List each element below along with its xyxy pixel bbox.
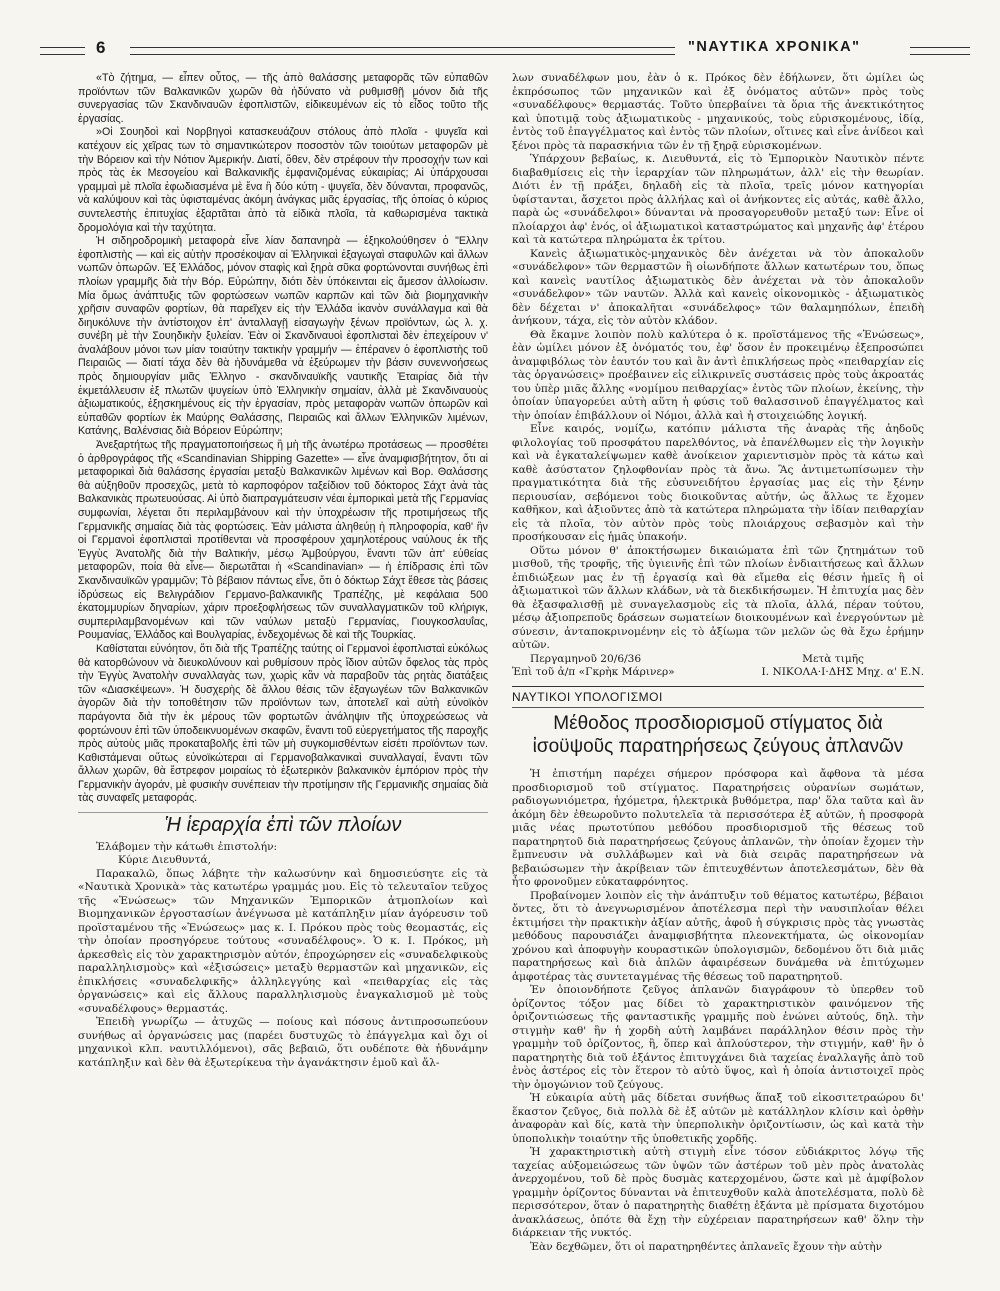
masthead-rule-right bbox=[910, 47, 970, 55]
masthead-rule-middle bbox=[130, 47, 675, 55]
letter-salutation: Κύριε Διευθυντά, bbox=[118, 854, 211, 867]
page-number: 6 bbox=[96, 38, 106, 57]
article-paragraph: Ἡ εὐκαιρία αὐτὴ μᾶς δίδεται συνήθως ἅπαξ τοῦ εἰκοσιτετραώρου δι' ἕκαστον ζεῦγος, διὰ πολλὰ δὲ ἐξ αὐτῶν μὲ κατάλληλον κλίσιν καὶ ὀρθὴν ἀναφορὰν καὶ δίς, κατὰ τὴν ὑπερπολικὴν ὁριζοντίωσιν, ὡς καὶ κατὰ τὴν ὑποπολικὴν τοιαύτην τῆς ὑποθετικῆς χορδῆς. bbox=[512, 1092, 924, 1145]
letter-thanks: Μετὰ τιμῆς bbox=[802, 652, 864, 665]
letter-paragraph: Κανεὶς ἀξιωματικὸς-μηχανικὸς δὲν ἀνέχεται νὰ τὸν ἀποκαλοῦν «συνάδελφον» τῶν θερμαστῶν ἢ οἱωνδήποτε ἄλλων κατωτέρων του, ὅπως καὶ κανεὶς ναυτίλος ἀξιωματικὸς δὲν ἀνέχεται νὰ τὸν ἀποκαλοῦν «συνάδελφον» τῶν ναυτῶν. Ἀλλὰ καὶ κανεὶς οἰκονομικὸς - ἀξιωματικὸς δὲν δέχεται ν' ἀποκαλῆται «συνάδελφος» τῶν θαλαμηπόλων, ἐπειδὴ ἀνήκουν, τάχα, εἰς τὸν αὐτὸν κλάδον. bbox=[512, 247, 924, 327]
section-label: ΝΑΥΤΙΚΟΙ ΥΠΟΛΟΓΙΣΜΟΙ bbox=[512, 689, 663, 704]
hierarchy-headline: Ἡ ἱεραρχία ἐπὶ τῶν πλοίων bbox=[78, 812, 488, 833]
publication-title: "ΝΑΥΤΙΚΑ ΧΡΟΝΙΚΑ" bbox=[688, 39, 861, 55]
article-paragraph: Ἀνεξαρτήτως τῆς πραγματοποιήσεως ἢ μὴ τῆς ἀνωτέρω προτάσεως — προσθέτει ὁ ἀρθρογράφος τῆς «Scandinavian Shipping Gazette» — εἶνε ἀναμφισβήτητον, ὅτι αἱ μεταφορικαὶ διὰ θαλάσσης ἐργασίαι μεταξὺ Βαλκανικῶν λιμένων καὶ Βορ. Θαλάσσης θὰ αὐξηθοῦν προσεχῶς, μετὰ τὸ καρποφόρον ταξείδιον τοῦ δόκτορος Σάχτ ἀνὰ τὰς Βαλκανικὰς πρωτευούσας. Αἱ ὑπὸ διαπραγμάτευσιν νέαι ἐμπορικαὶ μετὰ τῆς Γερμανίας συμφωνίαι, λέγεται ὅτι περιλαμβάνουν καὶ τὴν ὑποχρέωσιν τῆς προτιμήσεως τῆς Γερμανικῆς σημαίας διὰ τὰς φορτώσεις. Ἐὰν μάλιστα ἀληθεύῃ ἡ πληροφορία, καθ' ἣν οἱ Γερμανοὶ ἐφοπλισταὶ προτίθενται νὰ προσφέρουν χαμηλοτέρους ναύλους ἐκ τῆς Ἐγγὺς Ἀνατολῆς διὰ τὴν Βαλτικήν, μέσῳ Ἀμβούργου, ἔναντι τῶν ἀπ' εὐθείας μεταφορῶν, ποία θὰ εἶνε— διερωτᾶται ἡ «Scandinavian» — ἡ ἐπίδρασις ἐπὶ τῶν Σκανδιναυϊκῶν γραμμῶν; Τὸ βέβαιον πάντως εἶνε, ὅτι ὁ δόκτωρ Σάχτ ἔθεσε τὰς βάσεις ἱδρύσεως εἰς Βελιγράδιον Γερμανο-βαλκανικῆς Τραπέζης, μὲ κεφάλαια 500 ἑκατομμυρίων δηναρίων, χάριν προεξοφλήσεως τῶν συναλλαγματικῶν τοῦ κλήριγκ, συμπεριλαμβανομένων καὶ τῶν ναύλων μεταξὺ Γερμανίας, Γιουγκοσλαυΐας, Ρουμανίας, Ἑλλάδος καὶ Βουλγαρίας, ἐνδεχομένως δὲ καὶ τῆς Τουρκίας. bbox=[78, 439, 488, 642]
article-paragraph: Ἡ ἐπιστήμη παρέχει σήμερον πρόσφορα καὶ ἄφθονα τὰ μέσα προσδιορισμοῦ τοῦ στίγματος. Παρατηρήσεις οὐρανίων σωμάτων, ραδιογωνιόμετρα, ἠχόμετρα, ἠλεκτρικὰ βυθόμετρα, παρ' ὅλα ταῦτα καὶ ἂν ἀκόμη δὲν ἐθεωροῦντο πολυτελεῖα τὰ περισσότερα ἐξ αὐτῶν, ἡ προσφορὰ μιᾶς νέας πρωτοτύπου μεθόδου προσδιορισμοῦ τῆς θέσεως τοῦ παρατηρητοῦ διὰ παρατηρήσεως ζεύγους ἀπλανῶν, τὴν ὁποίαν ἔχομεν τὴν ἔμπνευσιν νὰ συλλάβωμεν καὶ νὰ διὰ σειρᾶς παρατηρήσεων νὰ βεβαιώσωμεν τὴν ἀκρίβειαν τῶν ἐπιτευχθέντων ἀποτελεσμάτων, δὲν θὰ ἦτο φρονοῦμεν εὐκαταφρόνητος. bbox=[512, 768, 924, 888]
letter-paragraph: Ὑπάρχουν βεβαίως, κ. Διευθυντά, εἰς τὸ Ἐμπορικὸν Ναυτικὸν πέντε διαβαθμίσεις εἰς τὴν ἱεραρχίαν τῶν πληρωμάτων, ἀλλ' εἰς τὴν θεωρίαν. Διότι ἐν τῇ πράξει, δηλαδὴ εἰς τὰ πλοῖα, τρεῖς μόνον κατηγορίαι ὑφίστανται, ἄσχετοι πρὸς ἀλλήλας καὶ οἱ ἀνήκοντες εἰς αὐτάς, καθὲ ἄλλο, παρὰ ὡς «συνάδελφοι» δύνανται νὰ προσαγορευθοῦν μεταξύ των: Εἶνε οἱ πλοίαρχοι ἀφ' ἑνός, οἱ ἀξιωματικοὶ καταστρώματος καὶ μηχανῆς ἀφ' ἑτέρου καὶ τὰ κατώτερα πληρώματα ἐκ τρίτου. bbox=[512, 153, 924, 246]
letter-intro: Ἐλάβομεν τὴν κάτωθι ἐπιστολήν: bbox=[96, 840, 278, 853]
letter-paragraph: Εἶνε καιρός, νομίζω, κατόπιν μάλιστα τῆς ἀναρὰς τῆς ἀηδοῦς φιλολογίας τοῦ προσφάτου παρελθόντος, νὰ ἐπανέλθωμεν εἰς τὴν λογικὴν καὶ νὰ ἐγκαταλείψωμεν καθὲ ἀνοίκειον χαριεντισμὸν πρὸς τὰ κάτω καὶ καθὲ ἀσύστατον ζηλοφθονίαν πρὸς τὰ ἄνω. Ἂς ἀντιμετωπίσωμεν τὴν πραγματικότητα διὰ τῆς εὐσυνειδήτου ἐργασίας μας εἰς τὴν ξένην περιουσίαν, σεβόμενοι τοὺς διοικοῦντας αὐτήν, ὡς ἄλλως τε ἔχομεν καθῆκον, καὶ ἀξιοῦντες ἀπὸ τὰ κατώτερα πληρώματα τὴν ἰδίαν πειθαρχίαν εἰς τὰ πλοῖα, τὸν αὐτὸν πρὸς τοὺς πλοιάρχους σεβασμὸν καὶ τὴν προσήκουσαν εἰς ἡμᾶς ὑπακοήν. bbox=[512, 423, 924, 543]
section-divider bbox=[512, 686, 924, 687]
article-paragraph: Προβαίνομεν λοιπὸν εἰς τὴν ἀνάπτυξιν τοῦ θέματος κατωτέρω, βέβαιοι ὄντες, ὅτι τὸ ἀνεγνωρισμένον ἀποτέλεσμα περὶ τὴν ναυσιπλοΐαν θέλει ἐκτιμήσει τὴν πρακτικὴν ἀξίαν αὐτῆς, ἀφοῦ ἡ σύγκρισις πρὸς τὰς γνωστὰς μεθόδους παρουσιάζει ἀναμφισβήτητα πλεονεκτήματα, ὡς οἰκονομίαν χρόνου καὶ ἀποφυγὴν κουραστικῶν ὑπολογισμῶν, δεδομένου ὅτι διὰ μιᾶς παρατηρήσεως καὶ διὰ ἀπλῶν ἀφαιρέσεων δυνάμεθα νὰ ἐπιτύχωμεν ἀμφοτέρας τὰς συντεταγμένας τῆς θέσεως τοῦ παρατηρητοῦ. bbox=[512, 889, 924, 983]
section-title: Μέθοδος προσδιορισμοῦ στίγματος διὰ ἰσοϋψοῦς παρατηρήσεως ζεύγους ἀπλανῶν bbox=[512, 707, 924, 758]
article-paragraph: Ἐὰν δεχθῶμεν, ὅτι οἱ παρατηρηθέντες ἀπλανεῖς ἔχουν τὴν αὐτὴν bbox=[530, 1240, 883, 1253]
letter-signature: Ι. ΝΙΚΟΛΑ·Ι·ΔΗΣ Μηχ. α' Ε.Ν. bbox=[761, 666, 924, 678]
masthead bbox=[40, 40, 970, 64]
article-paragraph: »Οἱ Σουηδοὶ καὶ Νορβηγοὶ κατασκευάζουν στόλους ἀπὸ πλοῖα - ψυγεῖα καὶ κατέχουν εἰς χεῖρας των τὸ σημαντικώτερον ποσοστὸν τῶν τοιούτων μεταφορῶν μὲ τὴν Βόρειον καὶ τὴν Νότιον Ἀμερικήν. Διατί, ὅθεν, δὲν στρέφουν τὴν προσοχήν των καὶ πρὸς τὰς ἐκ Μεσογείου καὶ Βαλκανικῆς ἐμφανιζομένας εὐκαιρίας; Αἱ ὑπάρχουσαι γραμμαὶ μὲ πλοῖα ἐφωδιασμένα μὲ ἕνα ἢ δύο κύτη - ψυγεῖα, δὲν δύνανται, προφανῶς, νὰ καλύψουν καὶ τὰς ὑφισταμένας ἀκόμη ἀνάγκας μιᾶς ἐργασίας, τῆς ὁποίας ὁ κύριος συντελεστὴς ἐπιτυχίας ἐξαρτᾶται ἀπὸ τὰ εἰδικὰ πλοῖα, τὰ καθωρισμένα τακτικὰ δρομολόγια καὶ τὴν ταχύτητα. bbox=[78, 126, 488, 234]
masthead-rule-left bbox=[40, 47, 85, 55]
letter-place-date: Περγαμηνοῦ 20/6/36 bbox=[530, 652, 642, 665]
article-paragraph: Ἡ χαρακτηριστικὴ αὐτὴ στιγμὴ εἶνε τόσον εὐδιάκριτος λόγῳ τῆς ταχείας αὐξομειώσεως τῶν ὑψῶν τῶν ἀστέρων τοῦ μὲν πρὸς ἀνατολὰς ἀνερχομένου, τοῦ δὲ πρὸς δυσμὰς κατερχομένου, ὥστε καὶ μὲ ἀμφίβολον γραμμὴν ὁρίζοντος δύνανται νὰ ἐπιτευχθοῦν καλὰ ἀποτελέσματα, πολὺ δὲ περισσότερον, ὅταν ὁ παρατηρητὴς διαθέτῃ ἑξάντα μὲ πρίσματα διχοτόμου ἀνακλάσεως, ὁπότε θὰ ἔχῃ τὴν εὐχέρειαν παρατηρήσεων καθ' ὅλην τὴν διάρκειαν τῆς νυκτός. bbox=[512, 1146, 924, 1239]
letter-paragraph: Θὰ ἔκαμνε λοιπὸν πολὺ καλύτερα ὁ κ. προϊστάμενος τῆς «Ἑνώσεως», ἐὰν ὡμίλει μόνον ἐξ ὀνόματός του, ἐφ' ὅσον ἐν προκειμένῳ ἐξεπροσώπει ἀναμφιβόλως τὸν ἑαυτόν του καὶ ἂν ἀντὶ ἐπικλήσεως πρὸς «πειθαρχίαν εἰς τὰς ὀργανώσεις» προέβαινεν εἰς εἰλικρινεῖς συστάσεις πρὸς τοὺς ἀκροατάς του ὑπὲρ μιᾶς ἄλλης «νομίμου πειθαρχίας» ἐντὸς τῶν πλοίων, ἐκείνης, τὴν ὁποίαν ὑπαγορεύει αὐτὴ αὕτη ἡ φύσις τοῦ θαλασσινοῦ ἐπαγγέλματος καὶ τὴν ὁποίαν ἐπιβάλλουν οἱ Νόμοι, ἀλλὰ καὶ ἡ στοιχειώδης λογική. bbox=[512, 328, 924, 422]
left-column bbox=[78, 72, 488, 1070]
letter-closing-bottom bbox=[512, 666, 924, 680]
letter-paragraph: Οὕτω μόνον θ' ἀποκτήσωμεν δικαιώματα ἐπὶ τῶν ζητημάτων τοῦ μισθοῦ, τῆς τροφῆς, τῆς ὑγιεινῆς ἐπὶ τῶν πλοίων ἐνδιαιτήσεως καὶ ἄλλων ἐπιδιώξεων μας ἐν τῇ ἐργασίᾳ καὶ θὰ εἴμεθα εἰς θέσιν ἡμεῖς ἢ οἱ ἀξιωματικοὶ τῶν ἄλλων κλάδων, νὰ τὰ διεκδικήσωμεν. Ἡ ἐπιτυχία μας δὲν θὰ ἐξασφαλισθῇ μὲ συναγελασμοὺς εἰς τὰ πλοῖα, ἀλλά, πέραν τούτου, μέσῳ ἀξιοπρεποῦς δράσεων σωματείων διοικουμένων καὶ ἐνεργούντων μὲ σύνεσιν, ἀνταποκρινομένην εἰς τὸ ἀξίωμα τῶν μελῶν ὡς θὰ ἔχω ἐρήμην αὐτῶν. bbox=[512, 544, 924, 651]
article-paragraph: «Τὸ ζήτημα, — εἶπεν οὗτος, — τῆς ἀπὸ θαλάσσης μεταφορᾶς τῶν εὐπαθῶν προϊόντων τῶν Βαλκανικῶν χωρῶν θὰ ἠδύνατο νὰ ρυθμισθῇ μόνον διὰ τῆς συνεργασίας τῶν Σκανδιναυῶν ἐφοπλιστῶν, εἰδικευμένων εἰς τὸ εἶδος τοῦτο τῆς ἐργασίας. bbox=[78, 72, 488, 125]
letter-ship-line: Ἐπὶ τοῦ ἀ/π «Γκρὴκ Μάρινερ» bbox=[512, 666, 675, 678]
letter-paragraph: Παρακαλῶ, ὅπως λάβητε τὴν καλωσύνην καὶ δημοσιεύσητε εἰς τὰ «Ναυτικὰ Χρονικὰ» τὰς κατωτέρω γραμμάς μου. Εἰς τὸ τελευταῖον τεῦχος τῆς «Ἑνώσεως» τῶν Μηχανικῶν Ἐμπορικῶν ἀτμοπλοίων καὶ Βιομηχανικῶν ἐργοστασίων ἀνέγνωσα μὲ κατάπληξιν μίαν ἀγόρευσιν τοῦ προϊσταμένου τῆς «Ἑνώσεως» μας κ. Ι. Πρόκου πρὸς τοὺς θεομαστάς, εἰς τὴν ὁποίαν προσηγόρευε τούτους «συναδέλφους». Ὁ κ. Ι. Πρόκος, μὴ ἀρκεσθεὶς εἰς τὸν χαρακτηρισμὸν αὐτόν, ἐπροχώρησεν εἰς «συναδελφικοὺς παραλληλισμοὺς» καὶ «ἐξισώσεις» μεταξὺ θερμαστῶν καὶ μηχανικῶν, εἰς ἐπικλήσεις «συναδελφικῆς» ἀλληλεγγύης καὶ «πειθαρχίας εἰς τὰς ὀργανώσεις» καὶ εἰς ἄλλους παραλληλισμοὺς ἐναγκαλισμοῦ μὲ τοὺς «συναδέλφους» θερμαστάς. bbox=[78, 867, 488, 1015]
letter-closing-top bbox=[512, 653, 924, 667]
right-column bbox=[512, 72, 924, 1254]
article-paragraph: Ἐν ὁποιονδήποτε ζεῦγος ἀπλανῶν διαγράφουν τὸ ὑπερθεν τοῦ ὁρίζοντος τόξον μας δίδει τὸ χαρακτηριστικὸν φαινόμενον τῆς ὁριζοντιώσεως τῆς φανταστικῆς γραμμῆς ποὺ ἑνώνει αὐτούς, δηλ. τὴν στιγμὴν καθ' ἣν ἡ χορδὴ αὐτὴ λαμβάνει παράλληλον θέσιν πρὸς τὴν γραμμὴν τοῦ ὁρίζοντος, ἢ, ὅπερ καὶ ἁπλούστερον, τὴν στιγμήν, καθ' ἣν ὁ παρατηρητὴς διὰ τοῦ ἑξάντος ἐπιτυγχάνει διὰ ταχείας ἐναλλαγῆς ἀπὸ τοῦ ἑνὸς ἀστέρος εἰς τὸν ἕτερον τὸ αὐτὸ ὕψος, καὶ ἡ ὁποία ἀντιστοιχεῖ πρὸς τὴν ὁμογώνιον τοῦ ζεύγους. bbox=[512, 984, 924, 1091]
article-paragraph: Ἡ σιδηροδρομικὴ μεταφορὰ εἶνε λίαν δαπανηρὰ — ἐξηκολούθησεν ὁ "Ελλην ἐφοπλιστὴς — καὶ εἰς αὐτὴν προσέκοψαν αἱ Ἑλληνικαὶ ἐξαγωγαὶ σταφυλῶν καὶ ἄλλων νωπῶν ὀπωρῶν. Ἐξ Ἑλλάδος, μόνον σταφὶς καὶ ξηρὰ σῦκα φορτώνονται συνήθως ἐπὶ πλοίων γραμμῆς διὰ τὴν Βόρ. Εὐρώπην, διότι δὲν ὑπόκεινται εἰς ἄμεσον ἀλλοίωσιν. Μία ὅμως ἀνάπτυξις τῶν φορτώσεων νωπῶν καρπῶν καὶ τῶν διὰ βιομηχανικὴν χρῆσιν συναφῶν φορτίων, θὰ παρεῖχεν εἰς τὴν Ἑλλάδα ἱκανὸν συνάλλαγμα καὶ θὰ διηυκόλυνε τὴν ἀντίστοιχον ἐπ' ἀνταλλαγῇ εἰσαγωγὴν ξένων προϊόντων, ὡς λ. χ. συνέβη μὲ τὴν Σουηδικὴν ξυλείαν. Ἐὰν οἱ Σκανδιναυοὶ ἐφοπλισταὶ δὲν ἐπεχείρουν ν' ἀναλάβουν μόνοι των μίαν τοιαύτην τακτικὴν γραμμήν — ἐπέρανεν ὁ ἐφοπλιστὴς τοῦ Πειραιῶς — διατί τάχα δὲν θὰ ἠδυνάμεθα νὰ ἐξεύρωμεν τὴν βάσιν συνεννοήσεως πρὸς δημιουργίαν μιᾶς Ἑλληνο - σκανδιναυϊκῆς ναυτικῆς Ἑταιρίας διὰ τὴν ἐκμετάλλευσιν ἑξ πλωτῶν ψυγείων ὑπὸ Ἑλληνικὴν σημαίαν, ἀλλὰ μὲ Σκανδιναυοὺς ἀξιωματικούς, ἐξησκημένους εἰς τὴν ἐργασίαν, πρὸς μεταφορὰν νωπῶν ὀπωρῶν καὶ εὐπαθῶν φορτίων ἐκ Μαύρης Θαλάσσης, Πειραιῶς καὶ ἄλλων Ἑλληνικῶν λιμένων, Κατάνης, Βαλένσιας διὰ Βόρειον Εὐρώπην; bbox=[78, 235, 488, 438]
letter-paragraph: Ἐπειδὴ γνωρίζω — ἀτυχῶς — ποίους καὶ πόσους ἀντιπροσωπεύουν συνήθως αἱ ὀργανώσεις μας (παρέει δυστυχῶς τὸ ἐπάγγελμα καὶ ὄχι οἱ μηχανικοὶ κλπ. ναυτιλλόμενοι), σᾶς βεβαιῶ, ὅτι ουδέποτε θὰ ἠδυνάμην κατάπληξιν καὶ δὲν θὰ ἐξωτερίκευα τὴν ἀγανάκτησιν ἐμοῦ καὶ ἄλ- bbox=[78, 1016, 488, 1069]
article-paragraph: Καθίσταται εὐνόητον, ὅτι διὰ τῆς Τραπέζης ταύτης οἱ Γερμανοὶ ἐφοπλισταὶ εὐκόλως θὰ κατορθώνουν νὰ διευκολύνουν καὶ ρυθμίσουν πρὸς ἴδιον αὐτῶν ὄφελος τὰς πρὸς τὴν Ἐγγὺς Ἀνατολὴν συναλλαγὰς των, χωρὶς κἂν νὰ παραβοῦν τὰς ρητὰς διατάξεις τῶν «Διασκέψεων». Ἡ δυσχερὴς δὲ ἄλλου θέσις τῶν ἐξαγωγέων τῶν Βαλκανικῶν ἀγορῶν διὰ τὴν τοποθέτησιν τῶν προϊόντων των, ἀποτελεῖ καὶ αὐτὴ εὐνοϊκὸν παράγοντα διὰ τὴν ἐκ μέρους τῶν φορτωτῶν ἀνάληψιν τῆς ὑποχρεώσεως νὰ φορτώνουν ἐπὶ τῶν ὑποδεικνυομένων σκαφῶν, ἔναντι τοῦ εὐεργετήματος τῆς παροχῆς πρὸς αὐτοὺς μιᾶς προκαταβολῆς ἐπὶ τῶν μὴ συγκομισθέντων εἰσέτι προϊόντων των. Καθιστάμεναι οὕτως εὐνοϊκώτεραι αἱ Γερμανοβαλκανικαὶ συναλλαγαί, ἔναντι τῶν ἄλλων χωρῶν, θὰ ἔστρεφον μοιραίως τὸ ἐξωτερικὸν βαλκανικὸν ἐμπόριον πρὸς τὴν Γερμανικὴν ἀγοράν, μὲ φυσικὴν συνέπειαν τὴν προτίμησιν τῆς Γερμανικῆς σημαίας διὰ τὰς συναφεῖς μεταφοράς. bbox=[78, 642, 488, 805]
letter-paragraph: λων συναδέλφων μου, ἐὰν ὁ κ. Πρόκος δὲν ἐδήλωνεν, ὅτι ὡμίλει ὡς ἐκπρόσωπος τῶν μηχανικῶν καὶ ἐξ ὀνόματος αὐτῶν» πρὸς τοὺς «συναδέλφους» θερμαστάς. Τοῦτο ὑπερβαίνει τὰ ὅρια τῆς ἀνεκτικότητος καὶ ὑποτιμᾷ τοὺς ἀξιωματικοὺς - μηχανικούς, τοὺς εὑρισκομένους, ἰδίᾳ, ἐντὸς τοῦ ἐπαγγέλματος καὶ ἐντὸς τῶν πλοίων, οἵτινες καὶ εἶνε ἀνίδεοι καὶ ξένοι πρὸς τὰ παρασκήνια τῶν ἐν τῇ ξηρᾷ εὑρισκομένων. bbox=[512, 72, 924, 152]
